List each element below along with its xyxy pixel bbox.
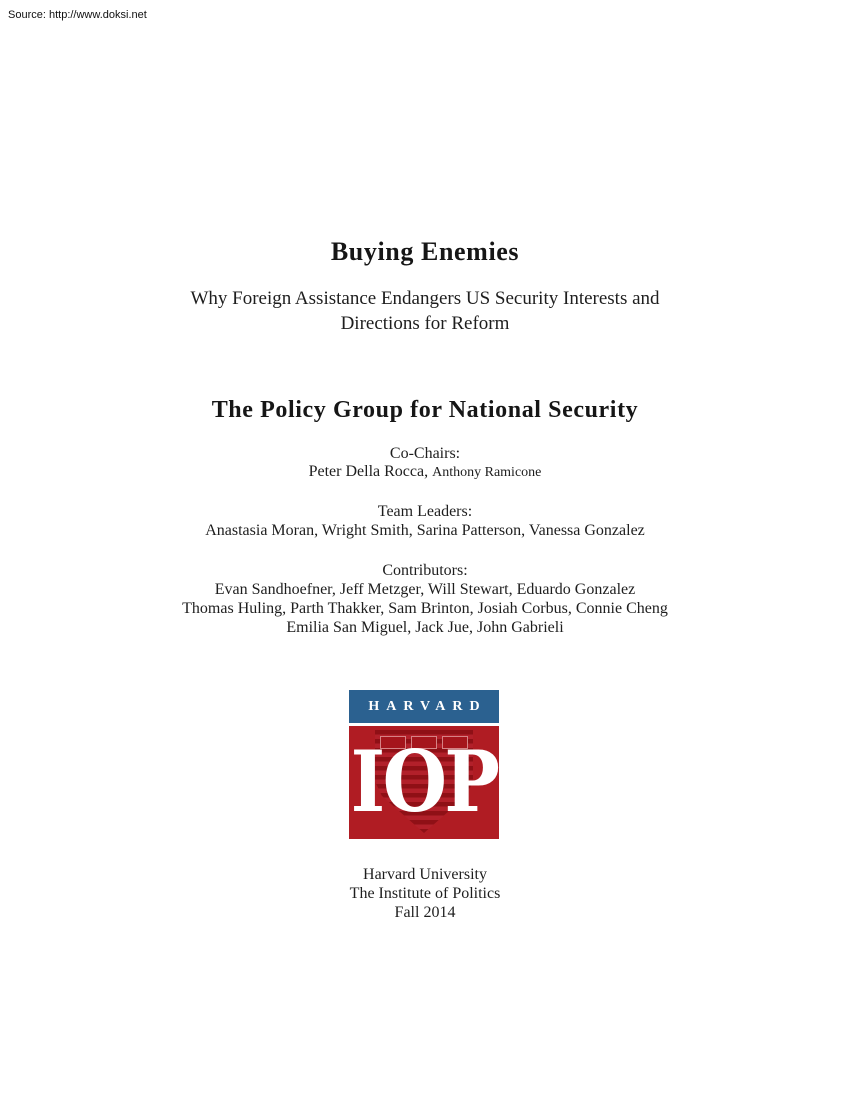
cochairs-names [0,463,850,482]
document-subtitle [0,286,850,336]
cochairs-label: Co-Chairs: [389,445,461,462]
team-leaders-names: Anastasia Moran, Wright Smith, Sarina Patterson, Vanessa Gonzalez [205,522,645,539]
section-cochairs [0,445,850,482]
document-title: Buying Enemies [330,237,520,266]
contributors-label: Contributors: [382,562,468,579]
institution-line-3: Fall 2014 [394,904,456,921]
subtitle-line-1: Why Foreign Assistance Endangers US Security Interests and [190,288,660,309]
cochairs-names-primary: Peter Della Rocca, [308,463,433,480]
harvard-wordmark: HARVARD [349,690,499,723]
cochairs-names-secondary: Anthony Ramicone [432,465,542,480]
institution-line-1: Harvard University [363,866,487,883]
contributors-line-3: Emilia San Miguel, Jack Jue, John Gabrieli [286,619,564,636]
contributors-line-1: Evan Sandhoefner, Jeff Metzger, Will Stewart, Eduardo Gonzalez [214,581,636,598]
iop-logo-mark [349,726,499,839]
contributors-line-2: Thomas Huling, Parth Thakker, Sam Brinton, Josiah Corbus, Connie Cheng [182,600,668,617]
group-heading: The Policy Group for National Security [211,397,639,423]
subtitle-line-2: Directions for Reform [340,313,510,334]
iop-acronym: IOP [350,731,498,831]
section-contributors [0,561,850,637]
harvard-iop-logo [349,690,499,839]
source-note: Source: http://www.doksi.net [8,9,147,21]
team-leaders-label: Team Leaders: [377,503,473,520]
institution-block [0,865,850,922]
section-team-leaders [0,502,850,540]
institution-line-2: The Institute of Politics [349,885,501,902]
